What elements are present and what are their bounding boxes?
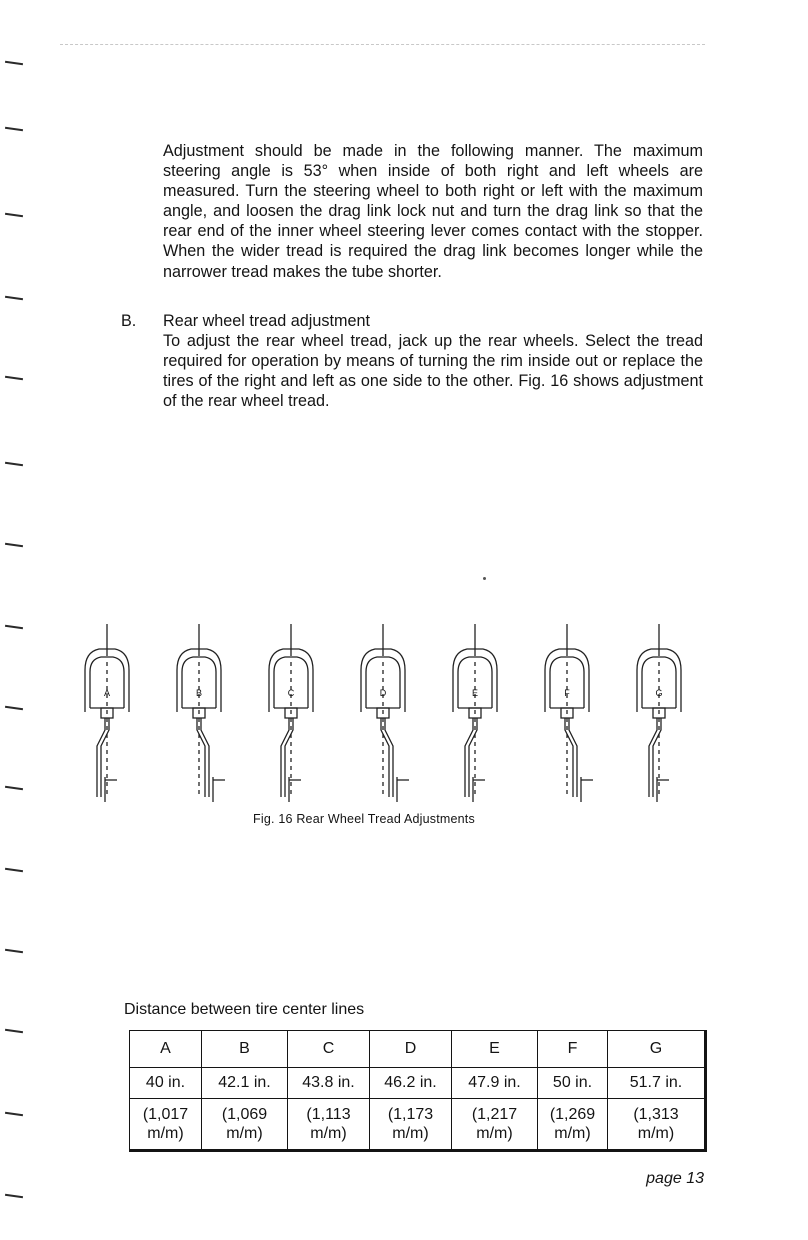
wheel-diagram (80, 612, 720, 812)
binding-mark (5, 462, 23, 466)
wheel-label: C (287, 688, 295, 698)
print-speck (483, 577, 486, 580)
binding-mark (5, 1112, 23, 1116)
binding-mark (5, 127, 23, 131)
header-cell: D (370, 1031, 452, 1068)
header-cell: B (202, 1031, 288, 1068)
mm-cell (370, 1099, 452, 1151)
mm-unit: m/m) (476, 1125, 513, 1142)
mm-unit: m/m) (554, 1125, 591, 1142)
section-letter: B. (121, 312, 137, 330)
header-cell: G (608, 1031, 706, 1068)
mm-cell (130, 1099, 202, 1151)
binding-mark (5, 949, 23, 953)
wheel-sketch-b (177, 624, 225, 802)
binding-mark (5, 61, 23, 65)
mm-unit: m/m) (392, 1125, 429, 1142)
mm-cell (538, 1099, 608, 1151)
inch-cell: 47.9 in. (452, 1068, 538, 1099)
section-body: To adjust the rear wheel tread, jack up the rear wheels. Select the tread required for operation by means of turning the rim inside out or replace the tires of the right and left as one side to the other. Fig. 16 shows adjustment of the rear wheel tread. (163, 332, 703, 411)
wheel-sketch-c (269, 624, 313, 802)
mm-cell (202, 1099, 288, 1151)
scan-edge-line (60, 44, 705, 45)
inch-cell: 43.8 in. (288, 1068, 370, 1099)
wheel-label: D (379, 688, 387, 698)
mm-value: (1,217 (471, 1106, 518, 1123)
figure-caption: Fig. 16 Rear Wheel Tread Adjustments (253, 812, 475, 826)
paragraph-steering-adjustment: Adjustment should be made in the following manner. The maximum steering angle is 53° when inside of both right and left wheels are measured. Turn the steering wheel to both right or left with the maximum angle, and loosen the drag link lock nut and turn the drag link so that the rear end of the inner wheel steering lever comes contact with the stopper. When the wider tread is required the drag link becomes longer while the narrower tread makes the tube shorter. (163, 142, 703, 281)
section-b-block (163, 311, 703, 411)
binding-marks (0, 0, 30, 1240)
binding-mark (5, 625, 23, 629)
inch-cell: 50 in. (538, 1068, 608, 1099)
mm-cell (452, 1099, 538, 1151)
wheel-sketch-g (637, 624, 681, 802)
binding-mark (5, 868, 23, 872)
wheel-label: B (195, 688, 203, 698)
mm-value: (1,069 (221, 1106, 268, 1123)
wheel-label: F (564, 688, 570, 698)
inch-cell: 42.1 in. (202, 1068, 288, 1099)
figure-rear-wheel-tread (80, 612, 720, 812)
mm-unit: m/m) (637, 1125, 675, 1142)
mm-unit: m/m) (310, 1125, 347, 1142)
header-cell: F (538, 1031, 608, 1068)
mm-value: (1,269 (549, 1106, 596, 1123)
mm-value: (1,017 (142, 1106, 189, 1123)
binding-mark (5, 213, 23, 217)
tread-table (129, 1030, 707, 1152)
mm-unit: m/m) (226, 1125, 263, 1142)
mm-value: (1,173 (387, 1106, 434, 1123)
mm-unit: m/m) (147, 1125, 184, 1142)
binding-mark (5, 1029, 23, 1033)
table-header-row (130, 1031, 706, 1068)
table-row-inches (130, 1068, 706, 1099)
page-number: page 13 (646, 1170, 704, 1187)
binding-mark (5, 706, 23, 710)
inch-cell: 51.7 in. (608, 1068, 706, 1099)
header-cell: E (452, 1031, 538, 1068)
table-row-millimeters (130, 1099, 706, 1151)
mm-cell (288, 1099, 370, 1151)
section-title: Rear wheel tread adjustment (163, 312, 370, 330)
binding-mark (5, 376, 23, 380)
binding-mark (5, 296, 23, 300)
header-cell: A (130, 1031, 202, 1068)
binding-mark (5, 1194, 23, 1198)
table-title: Distance between tire center lines (124, 1001, 365, 1018)
wheel-sketch-a (85, 624, 129, 802)
mm-cell (608, 1099, 706, 1151)
inch-cell: 46.2 in. (370, 1068, 452, 1099)
inch-cell: 40 in. (130, 1068, 202, 1099)
wheel-sketch-f (545, 624, 593, 802)
wheel-sketch-d (361, 624, 409, 802)
mm-value: (1,113 (306, 1106, 351, 1123)
header-cell: C (288, 1031, 370, 1068)
binding-mark (5, 786, 23, 790)
wheel-sketch-e (453, 624, 497, 802)
mm-value: (1,313 (633, 1106, 679, 1123)
wheel-label: A (103, 688, 111, 698)
wheel-label: G (655, 688, 663, 698)
wheel-label: E (471, 688, 479, 698)
binding-mark (5, 543, 23, 547)
